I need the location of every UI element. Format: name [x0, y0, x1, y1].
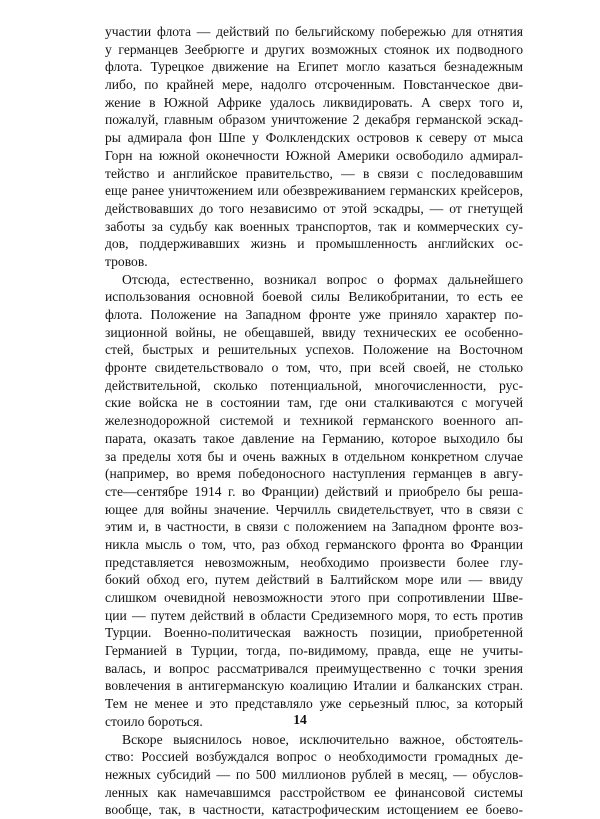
text-line: жение в Южной Африке удалось ликвидировать. А сверх того и, — [105, 94, 523, 110]
text-line: ции — путем действий в области Средиземного моря, то есть против — [105, 607, 523, 623]
text-line: ские войска не в состоянии там, где они сталкиваются с могучей — [105, 395, 523, 411]
text-line: представляется невозможным, необходимо произвести более глу- — [105, 554, 523, 570]
body-text — [105, 23, 523, 819]
text-line: еще ранее уничтожением или обезвреживанием германских крейсеров, — [105, 183, 523, 199]
text-line: стоило бороться. — [105, 713, 203, 729]
text-line: железнодорожной системой и техникой германского военного ап- — [105, 413, 523, 429]
text-line: использования основной боевой силы Великобритании, то есть ее — [105, 289, 523, 305]
text-line: вообще, так, в частности, катастрофическим истощением ее боево- — [105, 802, 523, 818]
text-line: действовавших до того независимо от этой эскадры, — от гнетущей — [105, 200, 523, 216]
text-line: ры адмирала фон Шпе у Фолклендских островов к северу от мыса — [105, 130, 523, 146]
text-line: флота. Положение на Западном фронте уже приняло характер по- — [105, 307, 523, 322]
text-line: участии флота — действий по бельгийскому побережью для отнятия — [105, 24, 523, 39]
page-number: 14 — [293, 712, 307, 727]
text-line: этим и, в частности, в связи с положением на Западном фронте воз- — [105, 519, 523, 535]
text-line: ство: Россией возбуждался вопрос о необходимости громадных де- — [105, 749, 523, 765]
text-line: ющее для войны значение. Черчилль свидетельствует, что в связи с — [105, 501, 523, 517]
text-line: (например, во время победоносного наступления германцев в авгу- — [105, 466, 523, 482]
text-line: дов, поддерживавших жизнь и промышленность английских ос- — [105, 236, 523, 252]
text-line: слишком очевидной невозможности этого при сопротивлении Шве- — [105, 590, 523, 605]
text-line: флота. Турецкое движение на Египет могло казаться безнадежным — [105, 59, 523, 75]
text-line: либо, по крайней мере, надолго отсроченным. Повстанческое дви- — [105, 77, 523, 93]
text-line: Вскоре выяснилось новое, исключительно важное, обстоятель- — [122, 731, 523, 747]
text-line: Отсюда, естественно, возникал вопрос о формах дальнейшего — [122, 271, 523, 287]
text-line: парата, оказать такое давление на Германию, которое выходило бы — [105, 430, 523, 446]
text-line: зиционной войны, не обещавшей, ввиду технических ее особенно- — [105, 324, 523, 340]
text-line: Горн на южной оконечности Южной Америки освободило адмирал- — [105, 147, 523, 163]
text-line: тейство и английское правительство, — в связи с последовавшим — [105, 165, 523, 181]
text-line: ленных как намечавшимся расстройством ее финансовой системы — [105, 784, 523, 800]
text-line: Тем не менее и это представляло уже серьезный плюс, за который — [105, 696, 523, 712]
text-line: пожалуй, главным образом уничтожение 2 декабря германской эскад- — [105, 112, 523, 128]
text-line: Германией в Турции, тогда, по-видимому, правда, еще не учиты- — [105, 643, 523, 659]
text-line: действительной, сколько потенциальной, многочисленности, рус- — [105, 377, 523, 393]
text-line: нежных субсидий — по 500 миллионов рублей в месяц, — обуслов- — [105, 766, 523, 782]
text-line: вовлечения в антигерманскую коалицию Италии и балканских стран. — [105, 678, 523, 694]
text-line: стей, быстрых и решительных успехов. Положение на Восточном — [105, 342, 523, 358]
paragraph — [105, 271, 523, 731]
text-line: валась, и вопрос рассматривался преимущественно с точки зрения — [105, 660, 523, 676]
text-line: сте—сентябре 1914 г. во Франции) действий и приобрело бы реша- — [105, 483, 523, 499]
text-line: фронте свидетельствовало о том, что, при всей своей, не столько — [105, 360, 523, 376]
paragraph — [105, 731, 523, 819]
paragraph — [105, 23, 523, 271]
text-line: за пределы хотя бы и очень важных в отдельном конкретном случае — [105, 448, 523, 464]
text-line: у германцев Зеебрюгге и других возможных стоянок их подводного — [105, 41, 523, 57]
text-line: тровов. — [105, 253, 148, 269]
text-line: никла мысль о том, что, раз обход германского фронта во Франции — [105, 536, 523, 552]
text-line: Турции. Военно-политическая важность позиции, приобретенной — [105, 625, 523, 641]
text-line: бокий обход его, путем действий в Балтийском море или — ввиду — [105, 572, 523, 588]
text-line: заботы за судьбу как военных транспортов, так и коммерческих су- — [105, 218, 523, 234]
